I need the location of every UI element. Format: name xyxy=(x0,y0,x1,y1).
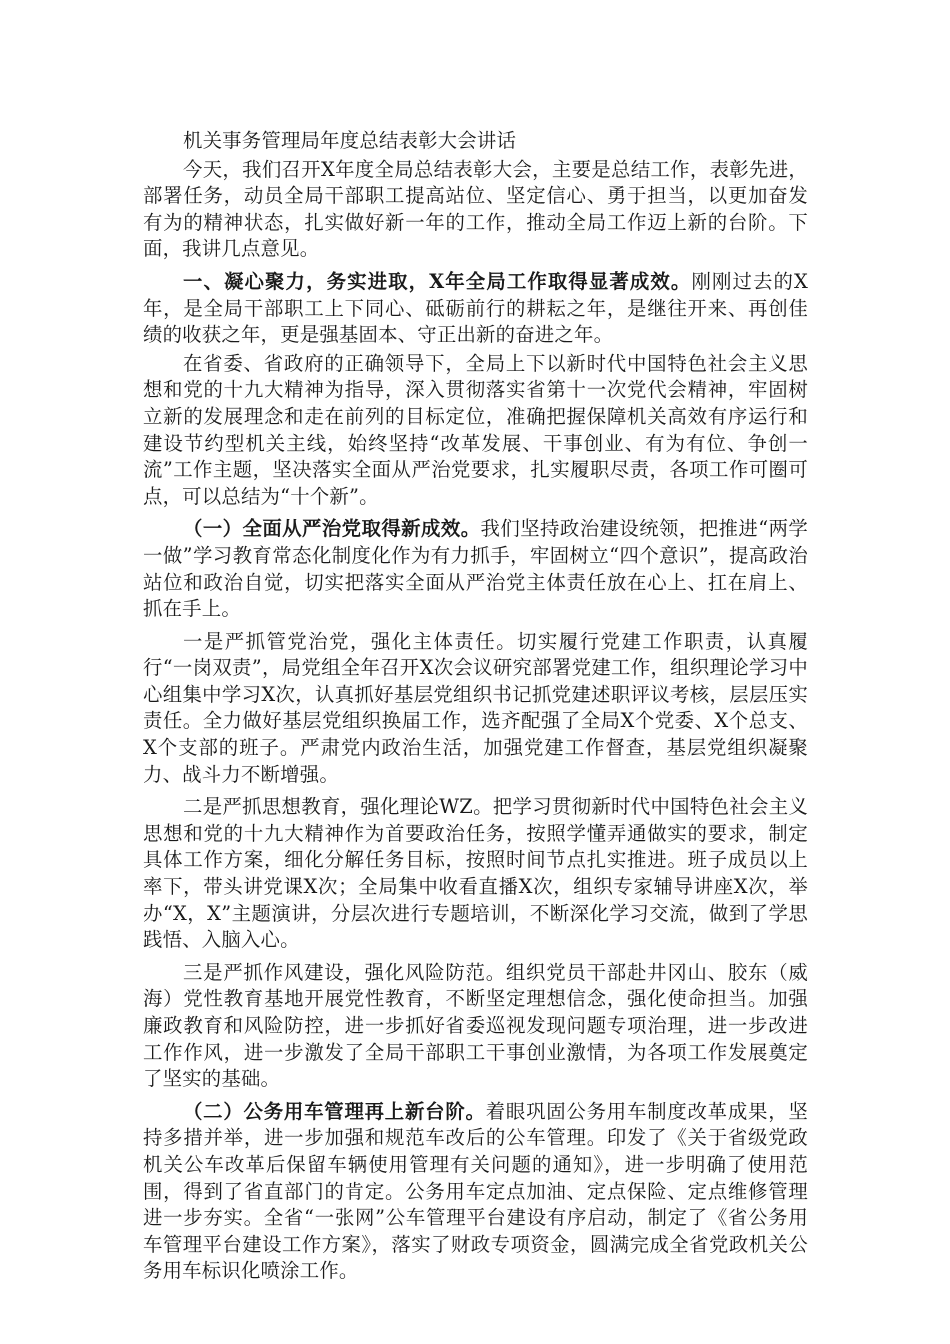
section-1-paragraph xyxy=(143,269,808,349)
subsection-2-heading: （二）公务用车管理再上新台阶。 xyxy=(183,1099,486,1123)
subsection-1-paragraph xyxy=(143,516,808,622)
point-3-paragraph: 三是严抓作风建设，强化风险防范。组织党员干部赴井冈山、胶东（威海）党性教育基地开展党性教育，不断坚定理想信念，强化使命担当。加强廉政教育和风险防控，进一步抓好省委巡视发现问题专项治理，进一步改进工作作风，进一步激发了全局干部职工干事创业激情，为各项工作发展奠定了坚实的基础。 xyxy=(143,960,808,1091)
point-1-paragraph: 一是严抓管党治党，强化主体责任。切实履行党建工作职责，认真履行“一岗双责”，局党组全年召开X次会议研究部署党建工作，组织理论学习中心组集中学习X次，认真抓好基层党组织书记抓党建述职评议考核，层层压实责任。全力做好基层党组织换届工作，选齐配强了全局X个党委、X个总支、X个支部的班子。严肃党内政治生活，加强党建工作督查，基层党组织凝聚力、战斗力不断增强。 xyxy=(143,629,808,786)
intro-paragraph: 今天，我们召开X年度全局总结表彰大会，主要是总结工作，表彰先进，部署任务，动员全局干部职工提高站位、坚定信心、勇于担当，以更加奋发有为的精神状态，扎实做好新一年的工作，推动全局工作迈上新的台阶。下面，我讲几点意见。 xyxy=(143,157,808,261)
subsection-2-paragraph xyxy=(143,1099,808,1285)
leadership-paragraph: 在省委、省政府的正确领导下，全局上下以新时代中国特色社会主义思想和党的十九大精神为指导，深入贯彻落实省第十一次党代会精神，牢固树立新的发展理念和走在前列的目标定位，准确把握保障机关高效有序运行和建设节约型机关主线，始终坚持“改革发展、干事创业、有为有位、争创一流”工作主题，坚决落实全面从严治党要求，扎实履职尽责，各项工作可圈可点，可以总结为“十个新”。 xyxy=(143,351,808,508)
point-2-paragraph: 二是严抓思想教育，强化理论WZ。把学习贯彻新时代中国特色社会主义思想和党的十九大精神作为首要政治任务，按照学懂弄通做实的要求，制定具体工作方案，细化分解任务目标，按照时间节点扎实推进。班子成员以上率下，带头讲党课X次；全局集中收看直播X次，组织专家辅导讲座X次，举办“X，X”主题演讲，分层次进行专题培训，不断深化学习交流，做到了学思践悟、入脑入心。 xyxy=(143,795,808,952)
section-1-text: 刚刚过去的X年，是全局干部职工上下同心、砥砺前行的耕耘之年，是继往开来、再创佳绩的收获之年，更是强基固本、守正出新的奋进之年。 xyxy=(143,269,808,347)
subsection-1-heading: （一）全面从严治党取得新成效。 xyxy=(183,517,481,541)
subsection-2-text: 着眼巩固公务用车制度改革成果，坚持多措并举，进一步加强和规范车改后的公车管理。印发了《关于省级党政机关公车改革后保留车辆使用管理有关问题的通知》，进一步明确了使用范围，得到了省直部门的肯定。公务用车定点加油、定点保险、定点维修管理进一步夯实。全省“一张网”公车管理平台建设有序启动，制定了《省公务用车管理平台建设工作方案》，落实了财政专项资金，圆满完成全省党政机关公务用车标识化喷涂工作。 xyxy=(143,1099,808,1283)
section-1-heading: 一、凝心聚力，务实进取，X年全局工作取得显著成效。 xyxy=(183,269,692,293)
subsection-1-text: 我们坚持政治建设统领，把推进“两学一做”学习教育常态化制度化作为有力抓手，牢固树立“四个意识”，提高政治站位和政治自觉，切实把落实全面从严治党主体责任放在心上、扛在肩上、抓在手上。 xyxy=(143,517,809,621)
document-page xyxy=(143,128,808,1291)
document-title: 机关事务管理局年度总结表彰大会讲话 xyxy=(183,129,517,152)
